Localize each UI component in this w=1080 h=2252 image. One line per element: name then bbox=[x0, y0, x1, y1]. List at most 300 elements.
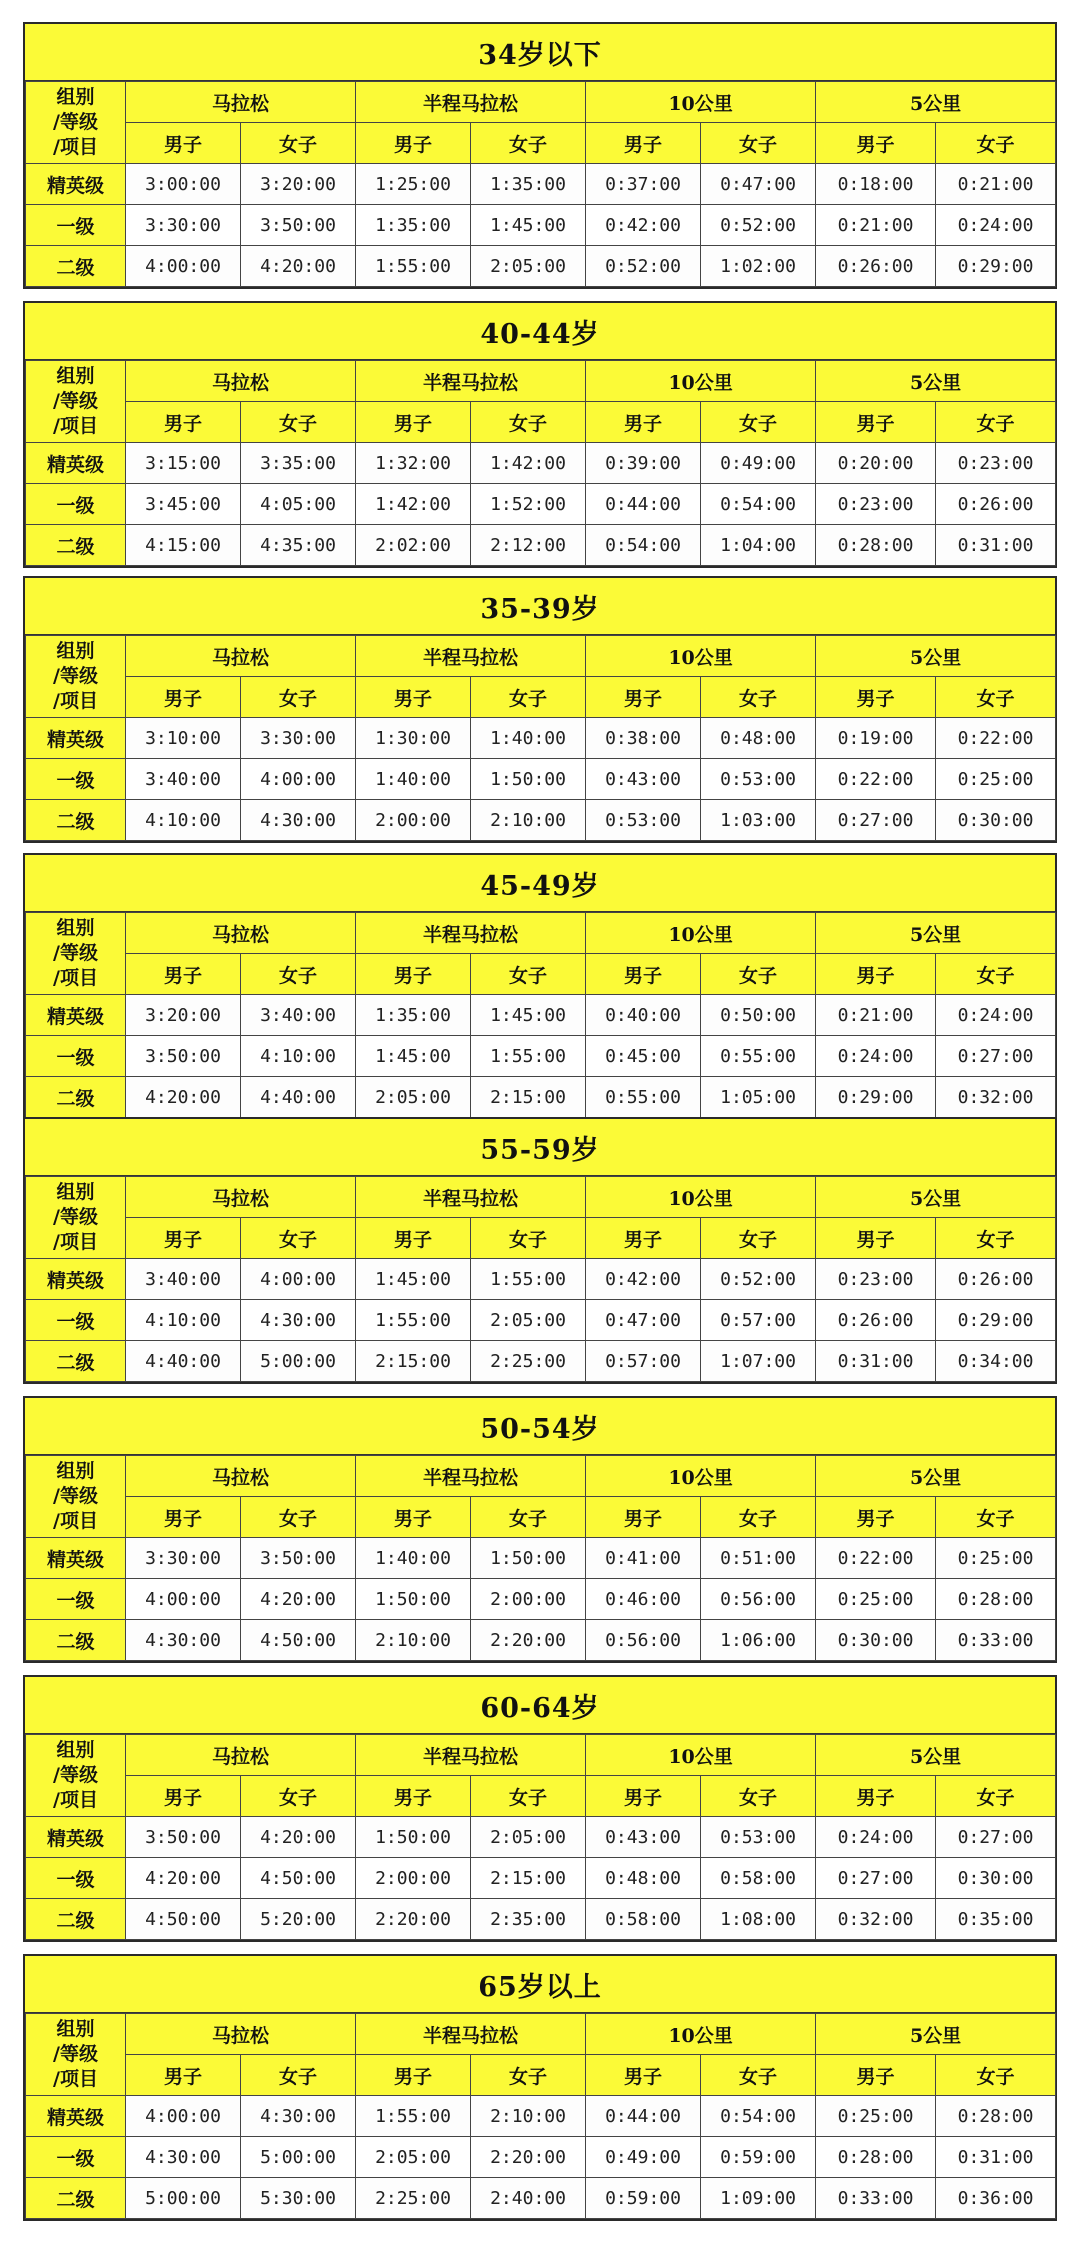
standards-table bbox=[25, 1734, 1056, 1940]
time-cell: 0:57:00 bbox=[586, 1341, 701, 1382]
event-header-cell: 半程马拉松 bbox=[356, 82, 586, 123]
time-cell: 2:10:00 bbox=[471, 800, 586, 841]
time-cell: 0:53:00 bbox=[701, 1817, 816, 1858]
header-row-genders bbox=[26, 1497, 1056, 1538]
age-group-title: 34岁以下 bbox=[25, 24, 1055, 81]
time-cell: 3:15:00 bbox=[126, 443, 241, 484]
level-label-cell: 一级 bbox=[26, 1036, 126, 1077]
time-cell: 1:35:00 bbox=[471, 164, 586, 205]
time-cell: 2:15:00 bbox=[471, 1077, 586, 1118]
time-cell: 1:55:00 bbox=[356, 246, 471, 287]
gender-header-cell: 女子 bbox=[241, 677, 356, 718]
gender-header-cell: 男子 bbox=[356, 402, 471, 443]
event-header-cell: 半程马拉松 bbox=[356, 2014, 586, 2055]
time-cell: 0:49:00 bbox=[701, 443, 816, 484]
header-row-events bbox=[26, 636, 1056, 677]
time-cell: 2:15:00 bbox=[356, 1341, 471, 1382]
time-cell: 0:26:00 bbox=[816, 246, 936, 287]
gender-header-cell: 女子 bbox=[471, 1776, 586, 1817]
age-group-panel bbox=[23, 853, 1057, 1120]
time-cell: 4:50:00 bbox=[241, 1858, 356, 1899]
time-cell: 2:05:00 bbox=[471, 1300, 586, 1341]
header-row-genders bbox=[26, 2055, 1056, 2096]
time-cell: 2:05:00 bbox=[471, 1817, 586, 1858]
gender-header-cell: 女子 bbox=[241, 402, 356, 443]
time-cell: 0:48:00 bbox=[586, 1858, 701, 1899]
time-cell: 0:59:00 bbox=[586, 2178, 701, 2219]
time-cell: 0:31:00 bbox=[936, 525, 1056, 566]
event-header-cell: 10公里 bbox=[586, 636, 816, 677]
table-row bbox=[26, 1817, 1056, 1858]
corner-header-line: /等级 bbox=[53, 390, 98, 412]
level-label-cell: 一级 bbox=[26, 1579, 126, 1620]
header-row-events bbox=[26, 1456, 1056, 1497]
time-cell: 0:25:00 bbox=[936, 759, 1056, 800]
corner-header-line: 组别 bbox=[56, 1460, 95, 1482]
time-cell: 2:20:00 bbox=[471, 1620, 586, 1661]
time-cell: 0:52:00 bbox=[701, 205, 816, 246]
time-cell: 4:20:00 bbox=[126, 1858, 241, 1899]
time-cell: 0:28:00 bbox=[816, 525, 936, 566]
corner-header-line: /等级 bbox=[53, 2043, 98, 2065]
gender-header-cell: 男子 bbox=[586, 677, 701, 718]
time-cell: 1:55:00 bbox=[356, 1300, 471, 1341]
time-cell: 1:07:00 bbox=[701, 1341, 816, 1382]
time-cell: 1:40:00 bbox=[471, 718, 586, 759]
time-cell: 2:25:00 bbox=[471, 1341, 586, 1382]
time-cell: 1:06:00 bbox=[701, 1620, 816, 1661]
level-label-cell: 二级 bbox=[26, 1077, 126, 1118]
time-cell: 3:50:00 bbox=[126, 1036, 241, 1077]
time-cell: 0:23:00 bbox=[816, 1259, 936, 1300]
table-row bbox=[26, 1620, 1056, 1661]
age-group-panel bbox=[23, 1117, 1057, 1384]
time-cell: 1:50:00 bbox=[356, 1817, 471, 1858]
age-group-panel bbox=[23, 301, 1057, 568]
age-group-panel bbox=[23, 1675, 1057, 1942]
time-cell: 0:31:00 bbox=[936, 2137, 1056, 2178]
corner-header-cell bbox=[26, 636, 126, 718]
time-cell: 1:40:00 bbox=[356, 1538, 471, 1579]
table-row bbox=[26, 1077, 1056, 1118]
age-group-panel bbox=[23, 22, 1057, 289]
event-header-cell: 5公里 bbox=[816, 82, 1056, 123]
time-cell: 0:51:00 bbox=[701, 1538, 816, 1579]
time-cell: 4:30:00 bbox=[126, 1620, 241, 1661]
level-label-cell: 精英级 bbox=[26, 995, 126, 1036]
gender-header-cell: 女子 bbox=[471, 954, 586, 995]
time-cell: 0:32:00 bbox=[816, 1899, 936, 1940]
corner-header-line: 组别 bbox=[56, 640, 95, 662]
time-cell: 2:15:00 bbox=[471, 1858, 586, 1899]
gender-header-cell: 女子 bbox=[936, 2055, 1056, 2096]
time-cell: 0:23:00 bbox=[936, 443, 1056, 484]
gender-header-cell: 男子 bbox=[586, 123, 701, 164]
table-row bbox=[26, 246, 1056, 287]
time-cell: 1:09:00 bbox=[701, 2178, 816, 2219]
gender-header-cell: 女子 bbox=[701, 1776, 816, 1817]
corner-header-line: /等级 bbox=[53, 1206, 98, 1228]
time-cell: 0:43:00 bbox=[586, 759, 701, 800]
time-cell: 3:50:00 bbox=[241, 1538, 356, 1579]
table-row bbox=[26, 484, 1056, 525]
gender-header-cell: 女子 bbox=[241, 954, 356, 995]
time-cell: 0:27:00 bbox=[936, 1817, 1056, 1858]
time-cell: 4:30:00 bbox=[241, 1300, 356, 1341]
time-cell: 3:30:00 bbox=[126, 205, 241, 246]
age-group-title: 65岁以上 bbox=[25, 1956, 1055, 2013]
standards-table bbox=[25, 912, 1056, 1118]
age-group-title: 55-59岁 bbox=[25, 1119, 1055, 1176]
time-cell: 4:40:00 bbox=[126, 1341, 241, 1382]
table-row bbox=[26, 995, 1056, 1036]
corner-header-line: /项目 bbox=[53, 2068, 98, 2090]
time-cell: 2:00:00 bbox=[471, 1579, 586, 1620]
event-header-cell: 马拉松 bbox=[126, 2014, 356, 2055]
time-cell: 2:05:00 bbox=[356, 1077, 471, 1118]
time-cell: 1:25:00 bbox=[356, 164, 471, 205]
level-label-cell: 精英级 bbox=[26, 718, 126, 759]
time-cell: 0:38:00 bbox=[586, 718, 701, 759]
gender-header-cell: 男子 bbox=[356, 954, 471, 995]
gender-header-cell: 女子 bbox=[701, 1218, 816, 1259]
gender-header-cell: 男子 bbox=[126, 677, 241, 718]
time-cell: 0:52:00 bbox=[586, 246, 701, 287]
time-cell: 0:22:00 bbox=[816, 1538, 936, 1579]
time-cell: 3:50:00 bbox=[241, 205, 356, 246]
time-cell: 0:27:00 bbox=[816, 1858, 936, 1899]
time-cell: 0:44:00 bbox=[586, 484, 701, 525]
gender-header-cell: 男子 bbox=[816, 1497, 936, 1538]
time-cell: 1:45:00 bbox=[356, 1036, 471, 1077]
event-header-cell: 半程马拉松 bbox=[356, 1735, 586, 1776]
time-cell: 0:55:00 bbox=[701, 1036, 816, 1077]
time-cell: 0:34:00 bbox=[936, 1341, 1056, 1382]
header-row-events bbox=[26, 82, 1056, 123]
time-cell: 4:10:00 bbox=[126, 1300, 241, 1341]
time-cell: 1:40:00 bbox=[356, 759, 471, 800]
event-header-cell: 马拉松 bbox=[126, 1735, 356, 1776]
time-cell: 0:32:00 bbox=[936, 1077, 1056, 1118]
header-row-events bbox=[26, 2014, 1056, 2055]
table-row bbox=[26, 525, 1056, 566]
event-header-cell: 半程马拉松 bbox=[356, 636, 586, 677]
level-label-cell: 二级 bbox=[26, 1341, 126, 1382]
corner-header-line: /项目 bbox=[53, 967, 98, 989]
gender-header-cell: 男子 bbox=[126, 1776, 241, 1817]
gender-header-cell: 女子 bbox=[936, 677, 1056, 718]
event-header-cell: 5公里 bbox=[816, 1456, 1056, 1497]
gender-header-cell: 男子 bbox=[356, 1497, 471, 1538]
gender-header-cell: 女子 bbox=[701, 1497, 816, 1538]
standards-table bbox=[25, 360, 1056, 566]
event-header-cell: 10公里 bbox=[586, 1456, 816, 1497]
time-cell: 5:20:00 bbox=[241, 1899, 356, 1940]
corner-header-cell bbox=[26, 361, 126, 443]
corner-header-cell bbox=[26, 82, 126, 164]
table-row bbox=[26, 800, 1056, 841]
time-cell: 2:20:00 bbox=[471, 2137, 586, 2178]
time-cell: 2:05:00 bbox=[471, 246, 586, 287]
time-cell: 1:42:00 bbox=[471, 443, 586, 484]
time-cell: 3:10:00 bbox=[126, 718, 241, 759]
gender-header-cell: 女子 bbox=[471, 1497, 586, 1538]
age-group-title: 60-64岁 bbox=[25, 1677, 1055, 1734]
time-cell: 0:24:00 bbox=[816, 1817, 936, 1858]
time-cell: 0:25:00 bbox=[816, 2096, 936, 2137]
gender-header-cell: 男子 bbox=[356, 1218, 471, 1259]
corner-header-line: 组别 bbox=[56, 86, 95, 108]
age-group-title: 50-54岁 bbox=[25, 1398, 1055, 1455]
standards-table bbox=[25, 1176, 1056, 1382]
time-cell: 0:49:00 bbox=[586, 2137, 701, 2178]
time-cell: 0:30:00 bbox=[816, 1620, 936, 1661]
time-cell: 0:19:00 bbox=[816, 718, 936, 759]
time-cell: 1:30:00 bbox=[356, 718, 471, 759]
gender-header-cell: 男子 bbox=[586, 2055, 701, 2096]
age-group-panel bbox=[23, 1954, 1057, 2221]
time-cell: 0:54:00 bbox=[586, 525, 701, 566]
time-cell: 3:40:00 bbox=[126, 1259, 241, 1300]
time-cell: 3:20:00 bbox=[241, 164, 356, 205]
time-cell: 0:25:00 bbox=[936, 1538, 1056, 1579]
event-header-cell: 半程马拉松 bbox=[356, 361, 586, 402]
event-header-cell: 5公里 bbox=[816, 2014, 1056, 2055]
gender-header-cell: 女子 bbox=[701, 402, 816, 443]
time-cell: 3:35:00 bbox=[241, 443, 356, 484]
time-cell: 0:26:00 bbox=[936, 1259, 1056, 1300]
time-cell: 0:39:00 bbox=[586, 443, 701, 484]
time-cell: 0:40:00 bbox=[586, 995, 701, 1036]
header-row-genders bbox=[26, 123, 1056, 164]
event-header-cell: 马拉松 bbox=[126, 82, 356, 123]
gender-header-cell: 男子 bbox=[356, 2055, 471, 2096]
time-cell: 0:27:00 bbox=[816, 800, 936, 841]
gender-header-cell: 男子 bbox=[356, 123, 471, 164]
time-cell: 0:42:00 bbox=[586, 205, 701, 246]
level-label-cell: 一级 bbox=[26, 1858, 126, 1899]
time-cell: 3:00:00 bbox=[126, 164, 241, 205]
age-group-panel bbox=[23, 1396, 1057, 1663]
level-label-cell: 二级 bbox=[26, 2178, 126, 2219]
time-cell: 4:00:00 bbox=[126, 2096, 241, 2137]
time-cell: 4:10:00 bbox=[126, 800, 241, 841]
time-cell: 0:28:00 bbox=[936, 1579, 1056, 1620]
time-cell: 2:05:00 bbox=[356, 2137, 471, 2178]
corner-header-cell bbox=[26, 913, 126, 995]
time-cell: 0:30:00 bbox=[936, 1858, 1056, 1899]
time-cell: 0:41:00 bbox=[586, 1538, 701, 1579]
time-cell: 0:54:00 bbox=[701, 2096, 816, 2137]
level-label-cell: 精英级 bbox=[26, 443, 126, 484]
event-header-cell: 马拉松 bbox=[126, 361, 356, 402]
level-label-cell: 精英级 bbox=[26, 1538, 126, 1579]
event-header-cell: 马拉松 bbox=[126, 1456, 356, 1497]
time-cell: 4:50:00 bbox=[126, 1899, 241, 1940]
gender-header-cell: 女子 bbox=[241, 2055, 356, 2096]
time-cell: 0:25:00 bbox=[816, 1579, 936, 1620]
time-cell: 0:43:00 bbox=[586, 1817, 701, 1858]
time-cell: 0:21:00 bbox=[936, 164, 1056, 205]
corner-header-line: /等级 bbox=[53, 1764, 98, 1786]
corner-header-line: /项目 bbox=[53, 1231, 98, 1253]
time-cell: 3:30:00 bbox=[241, 718, 356, 759]
event-header-cell: 马拉松 bbox=[126, 636, 356, 677]
event-header-cell: 半程马拉松 bbox=[356, 1177, 586, 1218]
time-cell: 2:35:00 bbox=[471, 1899, 586, 1940]
gender-header-cell: 男子 bbox=[126, 954, 241, 995]
time-cell: 1:08:00 bbox=[701, 1899, 816, 1940]
table-row bbox=[26, 2178, 1056, 2219]
time-cell: 2:12:00 bbox=[471, 525, 586, 566]
level-label-cell: 二级 bbox=[26, 1899, 126, 1940]
level-label-cell: 精英级 bbox=[26, 1817, 126, 1858]
time-cell: 0:26:00 bbox=[936, 484, 1056, 525]
corner-header-line: 组别 bbox=[56, 2018, 95, 2040]
standards-table bbox=[25, 635, 1056, 841]
gender-header-cell: 女子 bbox=[936, 1218, 1056, 1259]
header-row-genders bbox=[26, 1218, 1056, 1259]
time-cell: 1:52:00 bbox=[471, 484, 586, 525]
time-cell: 4:20:00 bbox=[241, 246, 356, 287]
gender-header-cell: 男子 bbox=[816, 954, 936, 995]
time-cell: 1:42:00 bbox=[356, 484, 471, 525]
level-label-cell: 一级 bbox=[26, 759, 126, 800]
time-cell: 2:20:00 bbox=[356, 1899, 471, 1940]
time-cell: 0:28:00 bbox=[816, 2137, 936, 2178]
time-cell: 1:50:00 bbox=[471, 759, 586, 800]
corner-header-cell bbox=[26, 2014, 126, 2096]
gender-header-cell: 男子 bbox=[126, 402, 241, 443]
header-row-genders bbox=[26, 677, 1056, 718]
time-cell: 0:44:00 bbox=[586, 2096, 701, 2137]
level-label-cell: 精英级 bbox=[26, 164, 126, 205]
time-cell: 0:24:00 bbox=[936, 995, 1056, 1036]
level-label-cell: 精英级 bbox=[26, 1259, 126, 1300]
gender-header-cell: 女子 bbox=[936, 402, 1056, 443]
gender-header-cell: 女子 bbox=[241, 1776, 356, 1817]
corner-header-line: /等级 bbox=[53, 1485, 98, 1507]
time-cell: 0:52:00 bbox=[701, 1259, 816, 1300]
time-cell: 0:30:00 bbox=[936, 800, 1056, 841]
event-header-cell: 5公里 bbox=[816, 636, 1056, 677]
event-header-cell: 5公里 bbox=[816, 1735, 1056, 1776]
time-cell: 0:35:00 bbox=[936, 1899, 1056, 1940]
header-row-events bbox=[26, 1177, 1056, 1218]
time-cell: 3:50:00 bbox=[126, 1817, 241, 1858]
time-cell: 0:55:00 bbox=[586, 1077, 701, 1118]
event-header-cell: 10公里 bbox=[586, 361, 816, 402]
gender-header-cell: 男子 bbox=[126, 123, 241, 164]
gender-header-cell: 男子 bbox=[126, 2055, 241, 2096]
gender-header-cell: 女子 bbox=[936, 1497, 1056, 1538]
time-cell: 0:23:00 bbox=[816, 484, 936, 525]
level-label-cell: 一级 bbox=[26, 1300, 126, 1341]
time-cell: 0:45:00 bbox=[586, 1036, 701, 1077]
time-cell: 1:03:00 bbox=[701, 800, 816, 841]
header-row-events bbox=[26, 913, 1056, 954]
time-cell: 4:00:00 bbox=[126, 246, 241, 287]
gender-header-cell: 女子 bbox=[701, 2055, 816, 2096]
event-header-cell: 半程马拉松 bbox=[356, 1456, 586, 1497]
corner-header-line: /等级 bbox=[53, 942, 98, 964]
time-cell: 5:00:00 bbox=[241, 1341, 356, 1382]
event-header-cell: 10公里 bbox=[586, 1735, 816, 1776]
time-cell: 0:22:00 bbox=[936, 718, 1056, 759]
table-row bbox=[26, 1858, 1056, 1899]
time-cell: 1:45:00 bbox=[471, 995, 586, 1036]
table-row bbox=[26, 1300, 1056, 1341]
time-cell: 0:50:00 bbox=[701, 995, 816, 1036]
time-cell: 1:55:00 bbox=[356, 2096, 471, 2137]
time-cell: 1:50:00 bbox=[471, 1538, 586, 1579]
time-cell: 3:40:00 bbox=[126, 759, 241, 800]
gender-header-cell: 男子 bbox=[356, 677, 471, 718]
time-cell: 4:35:00 bbox=[241, 525, 356, 566]
time-cell: 5:00:00 bbox=[241, 2137, 356, 2178]
time-cell: 4:30:00 bbox=[241, 800, 356, 841]
table-row bbox=[26, 718, 1056, 759]
time-cell: 2:00:00 bbox=[356, 800, 471, 841]
time-cell: 1:45:00 bbox=[356, 1259, 471, 1300]
time-cell: 4:00:00 bbox=[241, 759, 356, 800]
gender-header-cell: 女子 bbox=[471, 1218, 586, 1259]
time-cell: 0:29:00 bbox=[936, 246, 1056, 287]
gender-header-cell: 男子 bbox=[356, 1776, 471, 1817]
time-cell: 0:21:00 bbox=[816, 205, 936, 246]
table-row bbox=[26, 1579, 1056, 1620]
level-label-cell: 二级 bbox=[26, 800, 126, 841]
corner-header-cell bbox=[26, 1177, 126, 1259]
gender-header-cell: 男子 bbox=[816, 1776, 936, 1817]
gender-header-cell: 女子 bbox=[936, 123, 1056, 164]
gender-header-cell: 男子 bbox=[586, 954, 701, 995]
time-cell: 0:27:00 bbox=[936, 1036, 1056, 1077]
time-cell: 0:47:00 bbox=[586, 1300, 701, 1341]
standards-table bbox=[25, 1455, 1056, 1661]
time-cell: 4:00:00 bbox=[241, 1259, 356, 1300]
time-cell: 4:10:00 bbox=[241, 1036, 356, 1077]
table-row bbox=[26, 1259, 1056, 1300]
gender-header-cell: 女子 bbox=[471, 402, 586, 443]
corner-header-line: 组别 bbox=[56, 365, 95, 387]
time-cell: 2:40:00 bbox=[471, 2178, 586, 2219]
corner-header-line: /项目 bbox=[53, 1789, 98, 1811]
standards-table bbox=[25, 81, 1056, 287]
time-cell: 2:25:00 bbox=[356, 2178, 471, 2219]
event-header-cell: 5公里 bbox=[816, 913, 1056, 954]
gender-header-cell: 男子 bbox=[586, 1776, 701, 1817]
time-cell: 1:04:00 bbox=[701, 525, 816, 566]
corner-header-line: /项目 bbox=[53, 136, 98, 158]
time-cell: 0:58:00 bbox=[586, 1899, 701, 1940]
gender-header-cell: 男子 bbox=[586, 402, 701, 443]
corner-header-line: /项目 bbox=[53, 690, 98, 712]
age-group-title: 35-39岁 bbox=[25, 578, 1055, 635]
time-cell: 4:15:00 bbox=[126, 525, 241, 566]
time-cell: 0:29:00 bbox=[936, 1300, 1056, 1341]
gender-header-cell: 女子 bbox=[936, 1776, 1056, 1817]
corner-header-line: 组别 bbox=[56, 1181, 95, 1203]
time-cell: 1:35:00 bbox=[356, 205, 471, 246]
time-cell: 2:02:00 bbox=[356, 525, 471, 566]
table-row bbox=[26, 205, 1056, 246]
time-cell: 4:20:00 bbox=[241, 1579, 356, 1620]
event-header-cell: 半程马拉松 bbox=[356, 913, 586, 954]
header-row-events bbox=[26, 361, 1056, 402]
level-label-cell: 一级 bbox=[26, 2137, 126, 2178]
time-cell: 2:10:00 bbox=[471, 2096, 586, 2137]
